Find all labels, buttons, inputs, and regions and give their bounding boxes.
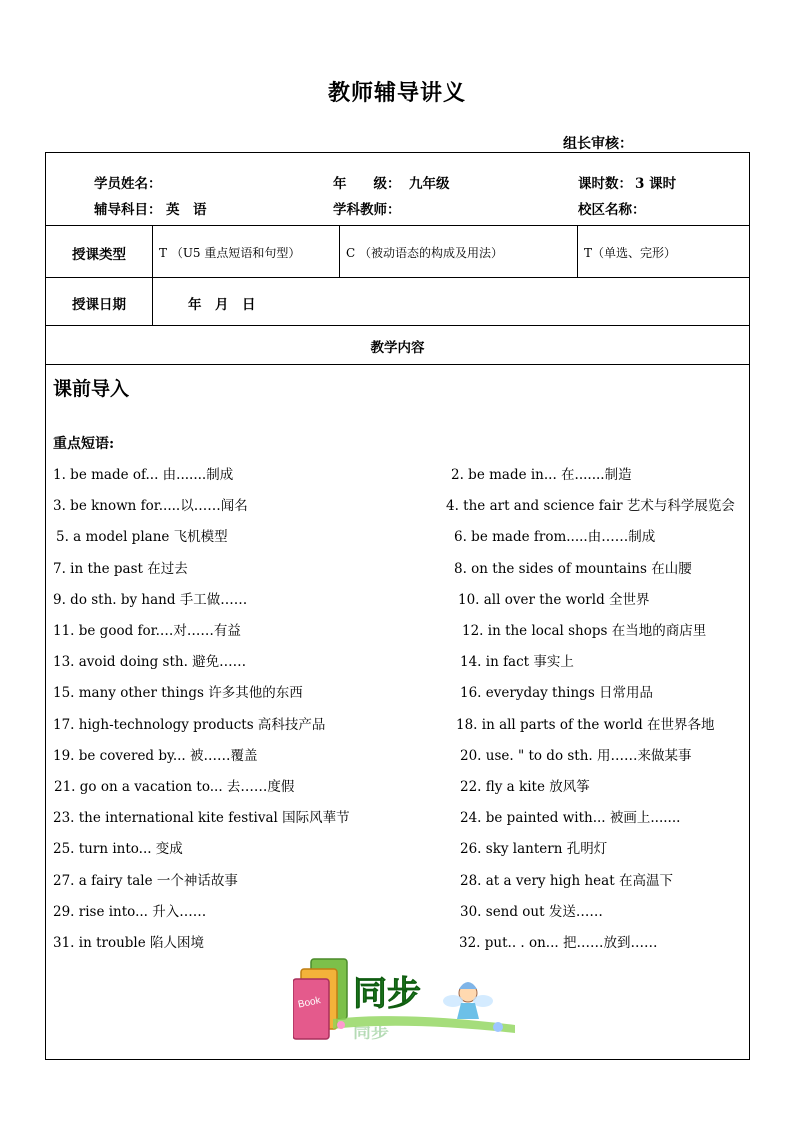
phrase-item: 3. be known for.....以……闻名 xyxy=(53,498,248,514)
phrase-item: 10. all over the world 全世界 xyxy=(458,592,650,608)
lesson-type-c: C （被动语态的构成及用法） xyxy=(346,246,503,260)
student-name-label: 学员姓名： xyxy=(94,176,162,192)
flower-icon xyxy=(493,1022,503,1032)
phrase-item: 25. turn into... 变成 xyxy=(53,841,183,857)
phrase-item: 1. be made of... 由.......制成 xyxy=(53,467,234,483)
hours-value: 3 课时 xyxy=(635,176,677,192)
phrase-item: 6. be made from.....由……制成 xyxy=(454,529,656,545)
phrase-item: 5. a model plane 飞机模型 xyxy=(56,529,228,545)
phrase-item: 32. put.. . on... 把……放到…… xyxy=(459,935,658,951)
phrase-item: 26. sky lantern 孔明灯 xyxy=(460,841,608,857)
hours-label: 课时数： xyxy=(578,176,632,192)
wing-icon xyxy=(473,995,493,1007)
lesson-form xyxy=(45,152,750,1060)
reviewer-label: 组长审核： xyxy=(563,136,633,152)
phrase-item: 28. at a very high heat 在高温下 xyxy=(460,873,673,889)
column-divider xyxy=(339,225,340,277)
lesson-date-label: 授课日期 xyxy=(72,297,126,313)
row-divider xyxy=(46,364,749,365)
lesson-type-t1: T （U5 重点短语和句型） xyxy=(159,246,301,260)
phrase-item: 15. many other things 许多其他的东西 xyxy=(53,685,303,701)
phrase-item: 11. be good for.…对……有益 xyxy=(53,623,241,639)
phrase-item: 17. high-technology products 高科技产品 xyxy=(53,717,326,733)
grade-value: 九年级 xyxy=(409,176,450,192)
lesson-type-t2: T（单选、完形） xyxy=(584,246,677,260)
phrase-item: 30. send out 发送…… xyxy=(460,904,603,920)
phrase-item: 14. in fact 事实上 xyxy=(460,654,574,670)
phrase-item: 18. in all parts of the world 在世界各地 xyxy=(456,717,715,733)
teacher-label: 学科教师： xyxy=(333,202,401,218)
phrase-item: 20. use. " to do sth. 用……来做某事 xyxy=(460,748,692,764)
fairy-dress-icon xyxy=(457,1003,479,1019)
campus-label: 校区名称： xyxy=(578,202,646,218)
content-header: 教学内容 xyxy=(370,340,425,356)
sync-logo-image xyxy=(293,953,515,1053)
phrase-item: 13. avoid doing sth. 避免…… xyxy=(53,654,247,670)
column-divider xyxy=(152,225,153,325)
phrase-item: 7. in the past 在过去 xyxy=(53,561,188,577)
phrase-item: 19. be covered by... 被……覆盖 xyxy=(53,748,258,764)
phrase-item: 29. rise into... 升入…… xyxy=(53,904,207,920)
phrase-item: 27. a fairy tale 一个神话故事 xyxy=(53,873,238,889)
logo-reflection: 同步 xyxy=(353,1024,389,1042)
book-label: Book xyxy=(297,995,322,1011)
phrase-item: 9. do sth. by hand 手工做…… xyxy=(53,592,248,608)
phrase-item: 4. the art and science fair 艺术与科学展览会 xyxy=(446,498,735,514)
phrase-item: 23. the international kite festival 国际风華节 xyxy=(53,810,350,826)
phrases-title: 重点短语: xyxy=(53,436,115,452)
grade-label: 年 级： xyxy=(333,176,401,192)
subject-value: 英 语 xyxy=(166,202,207,218)
section-title: 课前导入 xyxy=(53,378,130,400)
phrase-item: 2. be made in... 在.......制造 xyxy=(451,467,632,483)
flower-icon xyxy=(337,1021,345,1029)
phrase-item: 12. in the local shops 在当地的商店里 xyxy=(462,623,707,639)
page-title: 教师辅导讲义 xyxy=(327,80,466,106)
wing-icon xyxy=(443,995,463,1007)
logo-text: 同步 xyxy=(353,974,421,1014)
phrase-item: 8. on the sides of mountains 在山腰 xyxy=(454,561,692,577)
phrase-item: 16. everyday things 日常用品 xyxy=(460,685,654,701)
phrase-item: 21. go on a vacation to... 去……度假 xyxy=(54,779,295,795)
row-divider xyxy=(46,325,749,326)
lesson-date-value: 年 月 日 xyxy=(188,297,256,313)
phrase-item: 31. in trouble 陷人困境 xyxy=(53,935,205,951)
lesson-type-label: 授课类型 xyxy=(72,247,126,263)
fairy-hat-icon xyxy=(459,982,477,989)
subject-label: 辅导科目： xyxy=(94,202,162,218)
phrase-item: 22. fly a kite 放风筝 xyxy=(460,779,590,795)
phrase-item: 24. be painted with... 被画上....... xyxy=(460,810,681,826)
column-divider xyxy=(577,225,578,277)
